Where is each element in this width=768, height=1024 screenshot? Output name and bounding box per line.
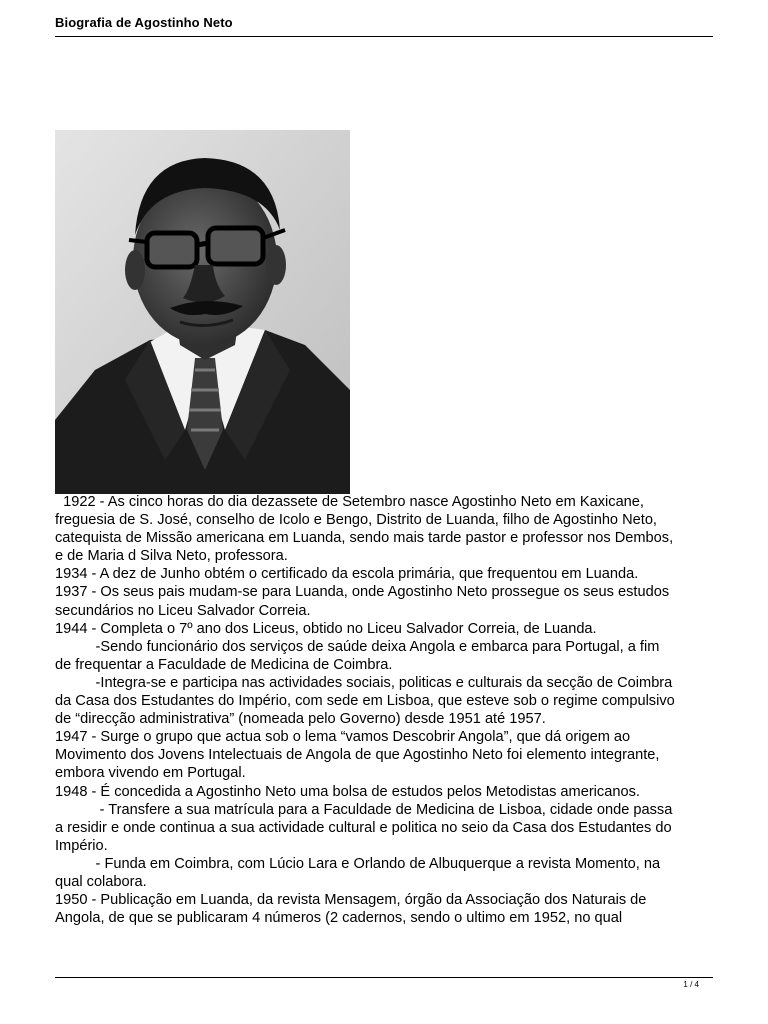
text-line: a residir e onde continua a sua actividade cultural e politica no seio da Casa dos Estudantes do: [55, 819, 672, 836]
page-header: [55, 14, 713, 37]
text-line: 1950 - Publicação em Luanda, da revista Mensagem, órgão da Associação dos Naturais de: [55, 892, 647, 909]
text-line: da Casa dos Estudantes do Império, com sede em Lisboa, que esteve sob o regime compulsivo: [55, 693, 675, 710]
page-number: 1 / 4: [683, 980, 699, 989]
text-line: embora vivendo em Portugal.: [55, 765, 246, 782]
text-line: e de Maria d Silva Neto, professora.: [55, 548, 288, 565]
text-line: secundários no Liceu Salvador Correia.: [55, 602, 311, 619]
text-line: 1934 - A dez de Junho obtém o certificado da escola primária, que frequentou em Luanda.: [55, 566, 639, 583]
text-line: Movimento dos Jovens Intelectuais de Angola de que Agostinho Neto foi elemento integrante,: [55, 747, 660, 764]
text-line: - Transfere a sua matrícula para a Faculdade de Medicina de Lisboa, cidade onde passa: [55, 801, 673, 818]
page-footer: [55, 977, 713, 989]
text-line: Angola, de que se publicaram 4 números (2 cadernos, sendo o ultimo em 1952, no qual: [55, 910, 623, 927]
text-line: -Sendo funcionário dos serviços de saúde deixa Angola e embarca para Portugal, a fim: [55, 638, 660, 655]
portrait-illustration: [55, 130, 350, 494]
text-line: Império.: [55, 837, 108, 854]
text-line: de “direcção administrativa” (nomeada pelo Governo) desde 1951 até 1957.: [55, 711, 546, 728]
text-line: freguesia de S. José, conselho de Icolo e Bengo, Distrito de Luanda, filho de Agostinho Neto,: [55, 512, 657, 529]
text-line: -Integra-se e participa nas actividades sociais, politicas e culturais da secção de Coimbra: [55, 674, 673, 691]
biography-text: [55, 493, 720, 927]
text-line: 1944 - Completa o 7º ano dos Liceus, obtido no Liceu Salvador Correia, de Luanda.: [55, 620, 597, 637]
portrait-photo: [55, 130, 350, 494]
text-line: 1937 - Os seus pais mudam-se para Luanda, onde Agostinho Neto prossegue os seus estudos: [55, 584, 670, 601]
document-title: Biografia de Agostinho Neto: [55, 15, 233, 30]
text-line: de frequentar a Faculdade de Medicina de Coimbra.: [55, 656, 393, 673]
text-line: qual colabora.: [55, 873, 147, 890]
text-line: 1947 - Surge o grupo que actua sob o lema “vamos Descobrir Angola”, que dá origem ao: [55, 729, 631, 746]
text-line: 1922 - As cinco horas do dia dezassete de Setembro nasce Agostinho Neto em Kaxicane,: [55, 494, 644, 510]
text-line: catequista de Missão americana em Luanda, sendo mais tarde pastor e professor nos Dembos,: [55, 530, 674, 547]
text-line: 1948 - É concedida a Agostinho Neto uma bolsa de estudos pelos Metodistas americanos.: [55, 783, 640, 800]
text-line: - Funda em Coimbra, com Lúcio Lara e Orlando de Albuquerque a revista Momento, na: [55, 855, 661, 872]
